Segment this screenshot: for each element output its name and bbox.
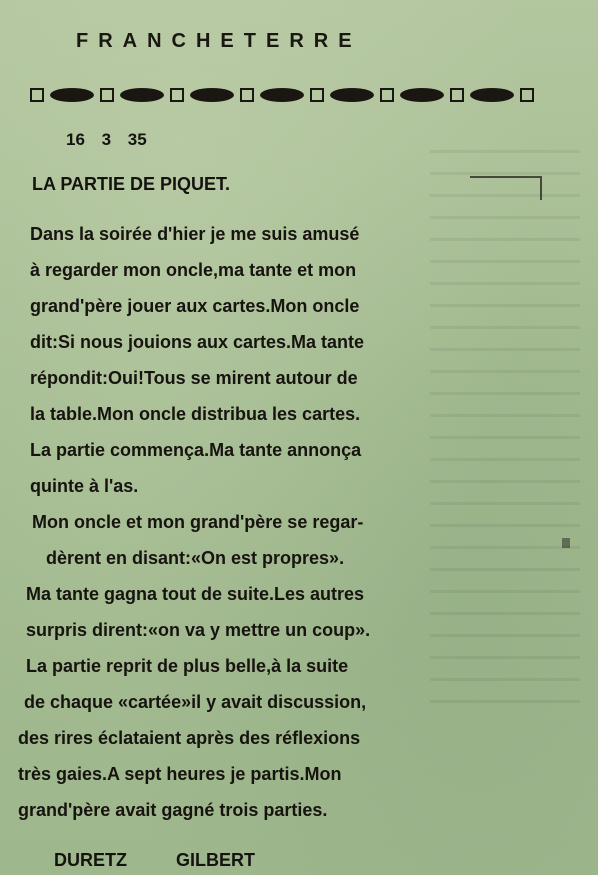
border-square-icon (100, 88, 114, 102)
ink-smudge (562, 538, 570, 548)
border-square-icon (310, 88, 324, 102)
border-oval-icon (330, 88, 374, 102)
text-line: Mon oncle et mon grand'père se regar- (32, 512, 364, 532)
text-line: grand'père jouer aux cartes.Mon oncle (30, 296, 360, 316)
border-square-icon (380, 88, 394, 102)
text-line: à regarder mon oncle,ma tante et mon (30, 260, 357, 280)
border-square-icon (520, 88, 534, 102)
border-square-icon (450, 88, 464, 102)
text-line: surpris dirent:«on va y mettre un coup». (26, 620, 371, 640)
text-line: quinte à l'as. (30, 476, 139, 496)
author-signature: DURETZ GILBERT (54, 850, 255, 870)
decorative-corner-mark (470, 176, 542, 200)
text-line: La partie reprit de plus belle,à la suite (26, 656, 349, 676)
border-oval-icon (190, 88, 234, 102)
text-line: grand'père avait gagné trois parties. (18, 800, 328, 820)
border-square-icon (240, 88, 254, 102)
masthead-title: FRANCHETERRE (76, 30, 362, 52)
border-square-icon (170, 88, 184, 102)
document-title: LA PARTIE DE PIQUET. (32, 174, 231, 194)
decorative-border (30, 84, 560, 106)
text-line: des rires éclataient après des réflexions (18, 728, 361, 748)
border-oval-icon (470, 88, 514, 102)
text-line: répondit:Oui!Tous se mirent autour de (30, 368, 358, 388)
border-square-icon (30, 88, 44, 102)
text-line: dit:Si nous jouions aux cartes.Ma tante (30, 332, 365, 352)
border-oval-icon (50, 88, 94, 102)
text-line: dèrent en disant:«On est propres». (46, 548, 345, 568)
document-date: 16 3 35 (66, 130, 147, 149)
border-oval-icon (400, 88, 444, 102)
text-line: Dans la soirée d'hier je me suis amusé (30, 224, 360, 244)
text-line: la table.Mon oncle distribua les cartes. (30, 404, 361, 424)
text-line: La partie commença.Ma tante annonça (30, 440, 362, 460)
show-through-text (430, 150, 580, 710)
border-oval-icon (260, 88, 304, 102)
border-oval-icon (120, 88, 164, 102)
text-line: Ma tante gagna tout de suite.Les autres (26, 584, 365, 604)
text-line: très gaies.A sept heures je partis.Mon (18, 764, 342, 784)
text-line: de chaque «cartée»il y avait discussion, (24, 692, 367, 712)
